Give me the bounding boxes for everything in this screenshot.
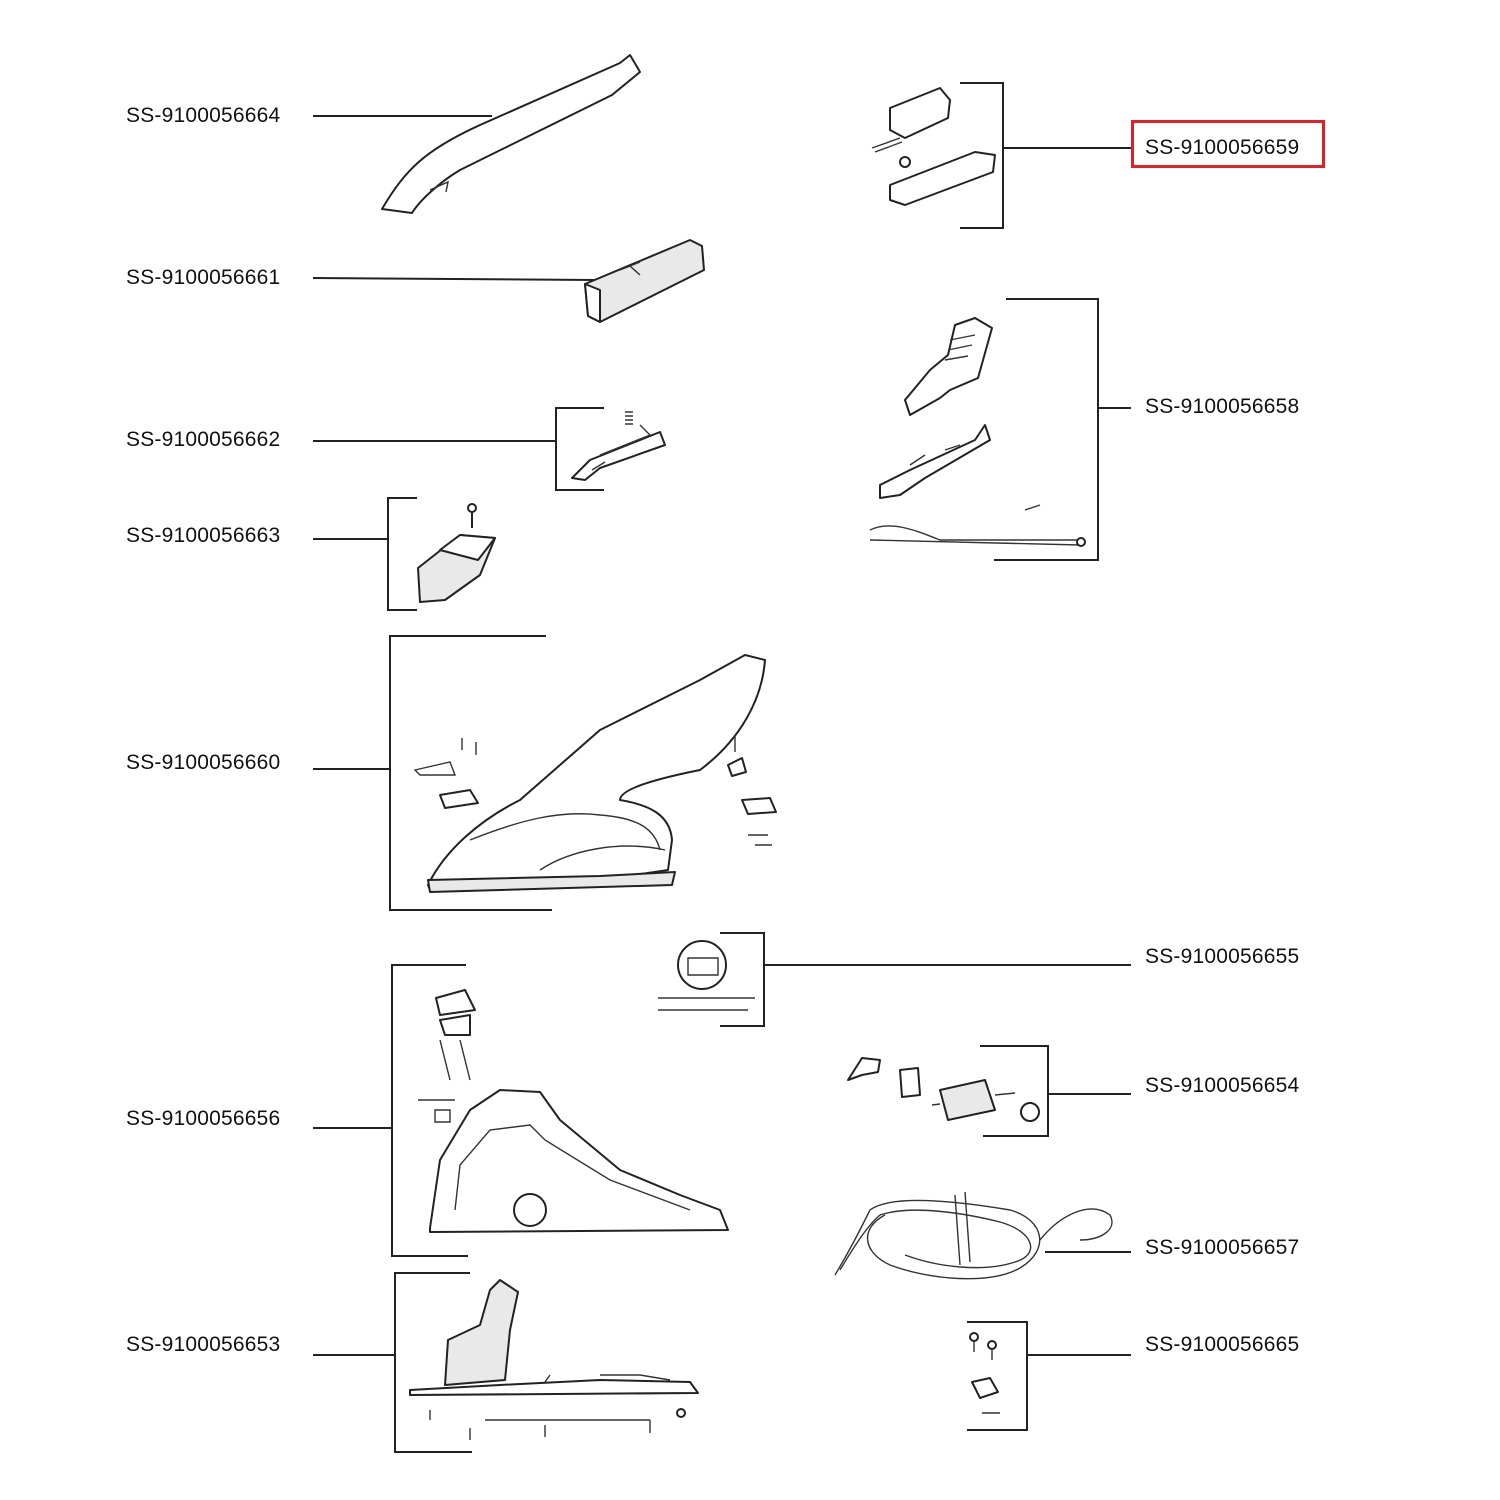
part-switch-assembly — [872, 88, 995, 205]
leader-line-6661 — [313, 278, 596, 280]
part-label-6655[interactable]: SS-9100056655 — [1145, 945, 1300, 968]
part-main-housing — [415, 655, 776, 892]
part-label-6661[interactable]: SS-9100056661 — [126, 266, 281, 289]
part-label-6654[interactable]: SS-9100056654 — [1145, 1074, 1300, 1097]
part-label-6657[interactable]: SS-9100056657 — [1145, 1236, 1300, 1259]
bracket-6663 — [313, 498, 417, 610]
part-label-6659[interactable]: SS-9100056659 — [1145, 136, 1300, 159]
part-label-6662[interactable]: SS-9100056662 — [126, 428, 281, 451]
part-label-6665[interactable]: SS-9100056665 — [1145, 1333, 1300, 1356]
part-screw-set — [970, 1333, 1000, 1413]
bracket-6665 — [967, 1322, 1131, 1430]
bracket-6662 — [313, 408, 604, 490]
part-back-housing — [418, 990, 728, 1232]
part-label-6658[interactable]: SS-9100056658 — [1145, 395, 1300, 418]
part-rear-cap — [418, 504, 495, 602]
part-label-6653[interactable]: SS-9100056653 — [126, 1333, 281, 1356]
part-label-6656[interactable]: SS-9100056656 — [126, 1107, 281, 1130]
part-handle-top-cover — [382, 55, 640, 213]
part-label-6663[interactable]: SS-9100056663 — [126, 524, 281, 547]
part-label-6660[interactable]: SS-9100056660 — [126, 751, 281, 774]
bracket-6655 — [720, 933, 1131, 1026]
part-label-6664[interactable]: SS-9100056664 — [126, 104, 281, 127]
part-pump-motor — [848, 1058, 1039, 1121]
bracket-6658 — [994, 299, 1131, 560]
part-power-cord — [835, 1192, 1112, 1279]
part-trigger-button — [585, 240, 704, 322]
bracket-6654 — [980, 1046, 1131, 1136]
part-duct-assembly — [870, 318, 1085, 546]
part-lever-spring — [572, 412, 665, 480]
part-knob-rods — [658, 941, 755, 1010]
part-base-plate — [410, 1280, 698, 1440]
